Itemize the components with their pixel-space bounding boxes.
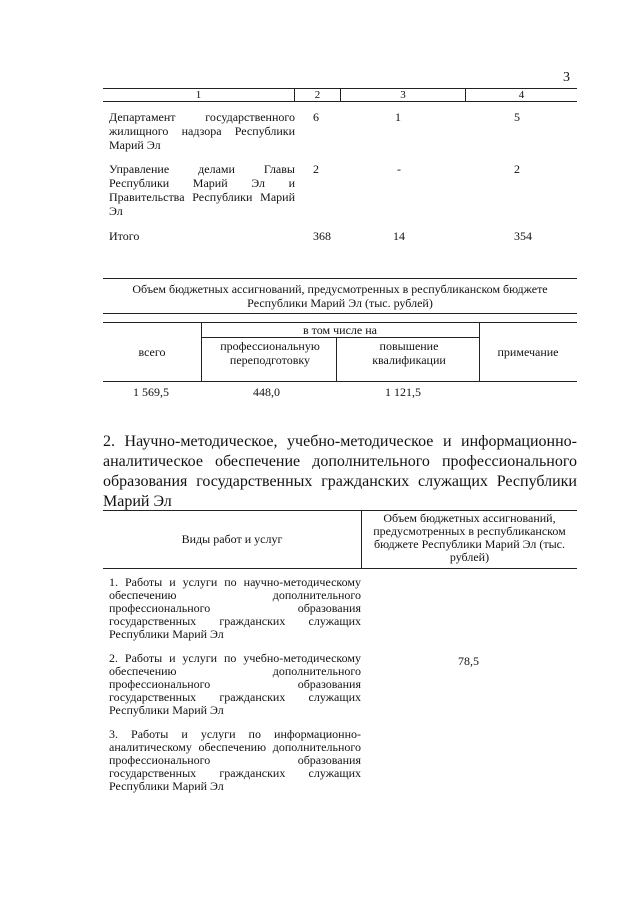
works-table: [103, 510, 577, 820]
table-header-row: [103, 88, 577, 102]
cell-value: 14: [393, 229, 405, 243]
column-number-4: 4: [518, 89, 525, 101]
table-row: [103, 110, 577, 152]
cell-value: 2: [514, 162, 520, 176]
column-number-1: 1: [103, 89, 295, 101]
budget-table: [103, 278, 577, 399]
column-retraining: профессиональную переподготовку: [220, 339, 320, 367]
page-number: 3: [563, 70, 570, 85]
column-group-header: в том числе на: [303, 323, 377, 337]
cell-value: 354: [514, 229, 532, 243]
cell-value: 368: [313, 229, 331, 243]
total-label: Итого: [109, 229, 140, 243]
column-total: всего: [138, 345, 166, 359]
department-name: Управление делами Главы Республики Марий Эл и Правительства Республики Марий Эл: [109, 162, 295, 218]
cell-value: 5: [514, 110, 520, 124]
value-qualification: 1 121,5: [385, 385, 421, 399]
budget-value: 78,5: [458, 654, 479, 668]
list-item: 1. Работы и услуги по научно-методическому обеспечению дополнительного профессионального образования государственных гражданских служащих Республики Марий Эл: [109, 575, 361, 641]
column-works: Виды работ и услуг: [181, 532, 283, 546]
table-row-total: [103, 229, 577, 243]
column-budget: Объем бюджетных ассигнований, предусмотренных в республиканском бюджете Республики Марий Эл (тыс. рублей): [373, 511, 566, 564]
budget-table-title: Объем бюджетных ассигнований, предусмотренных в республиканском бюджете Республики Марий Эл (тыс. рублей): [103, 278, 577, 314]
column-qualification: повышение квалификации: [372, 339, 446, 367]
value-total: 1 569,5: [133, 385, 169, 399]
list-item: 2. Работы и услуги по учебно-методическому обеспечению дополнительного профессионального образования государственных гражданских служащих Республики Марий Эл: [109, 651, 361, 717]
column-note: примечание: [497, 345, 559, 359]
cell-value: 6: [313, 110, 319, 124]
section-heading: 2. Научно-методическое, учебно-методическое и информационно-аналитическое обеспечение дополнительного профессионального образования государственных гражданских служащих Республики Марий Эл: [103, 433, 577, 510]
departments-table: [103, 88, 577, 243]
value-retraining: 448,0: [253, 385, 280, 399]
cell-value: -: [397, 162, 401, 176]
cell-value: 2: [313, 162, 319, 176]
department-name: Департамент государственного жилищного надзора Республики Марий Эл: [109, 110, 295, 152]
column-number-3: 3: [341, 89, 466, 101]
column-number-2: 2: [295, 89, 341, 101]
cell-value: 1: [395, 110, 401, 124]
list-item: 3. Работы и услуги по информационно-аналитическому обеспечению дополнительного профессионального образования государственных гражданских служащих Республики Марий Эл: [109, 727, 361, 793]
budget-table-header: [103, 322, 577, 382]
table-row: [103, 162, 577, 218]
